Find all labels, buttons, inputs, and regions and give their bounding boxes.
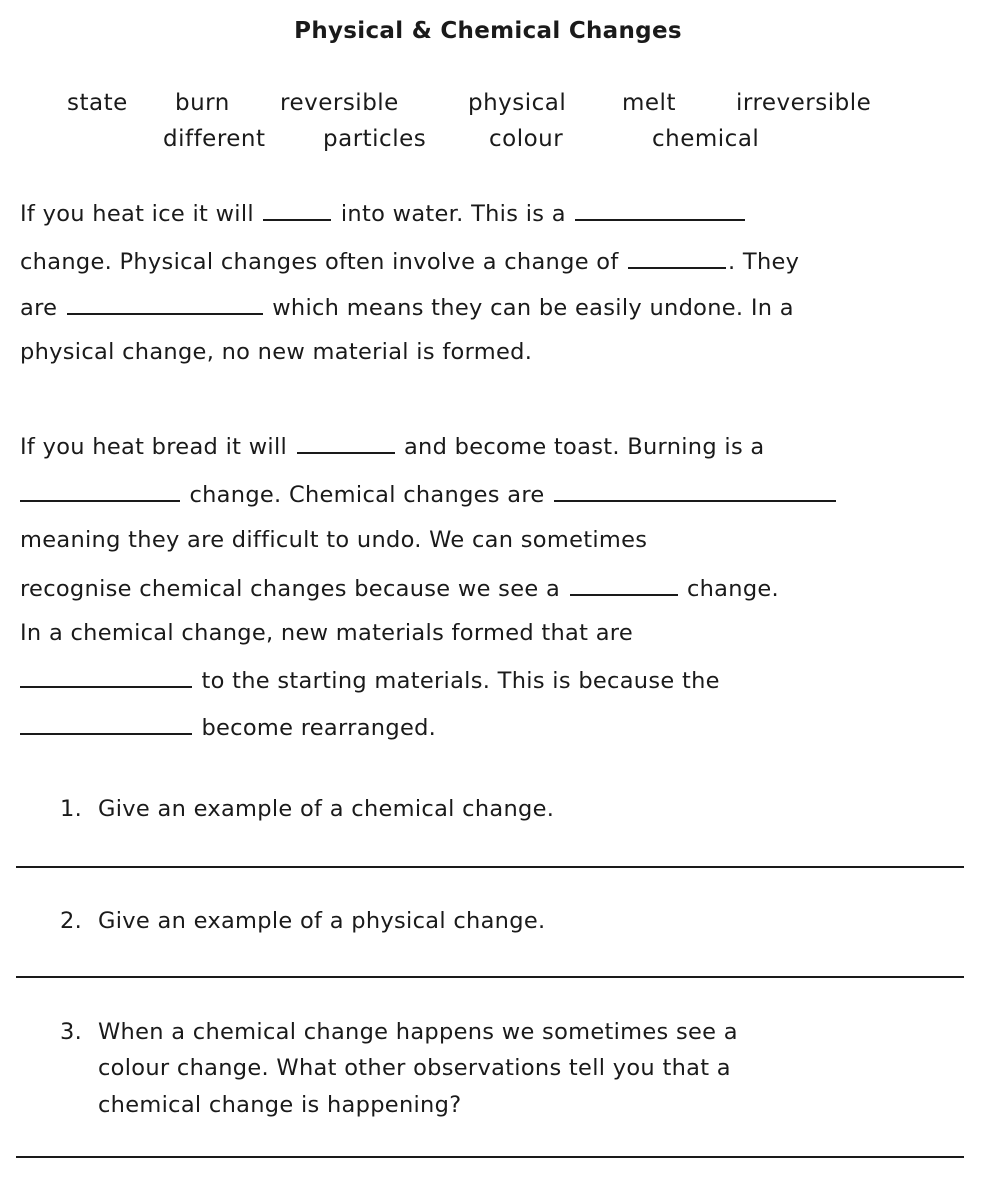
word-bank-item: burn <box>175 90 230 116</box>
text: and become toast. Burning is a <box>403 434 765 460</box>
fill-blank[interactable] <box>263 199 331 221</box>
question-number: 1. <box>60 796 83 822</box>
fill-blank[interactable] <box>20 666 192 688</box>
page-title: Physical & Chemical Changes <box>294 18 682 44</box>
answer-line-2[interactable] <box>16 976 964 978</box>
paragraph-2-line-7 <box>20 713 436 741</box>
word-bank-item: chemical <box>652 126 760 152</box>
word-bank-item: state <box>67 90 128 116</box>
fill-blank[interactable] <box>628 247 726 269</box>
text: recognise chemical changes because we see a <box>20 576 561 602</box>
paragraph-2-line-6 <box>20 666 720 694</box>
question-3-line-2: colour change. What other observations tell you that a <box>98 1055 731 1081</box>
word-bank-item: particles <box>323 126 427 152</box>
paragraph-1-line-4: physical change, no new material is formed. <box>20 339 533 365</box>
paragraph-1-line-1 <box>20 199 747 227</box>
text: . They <box>728 249 800 275</box>
answer-line-1[interactable] <box>16 866 964 868</box>
paragraph-1-line-3 <box>20 293 794 321</box>
fill-blank[interactable] <box>20 480 180 502</box>
paragraph-2-line-4 <box>20 574 779 602</box>
question-text: Give an example of a physical change. <box>98 908 546 934</box>
word-bank-item: different <box>163 126 266 152</box>
text: change. Physical changes often involve a change of <box>20 249 619 275</box>
question-2 <box>60 908 545 934</box>
text: If you heat bread it will <box>20 434 288 460</box>
word-bank-item: physical <box>468 90 567 116</box>
question-text: When a chemical change happens we sometimes see a <box>98 1019 738 1045</box>
paragraph-2-line-3: meaning they are difficult to undo. We can sometimes <box>20 527 648 553</box>
text: change. <box>686 576 780 602</box>
text: which means they can be easily undone. In a <box>272 295 794 321</box>
answer-line-3[interactable] <box>16 1156 964 1158</box>
word-bank-item: reversible <box>280 90 399 116</box>
text: to the starting materials. This is because the <box>201 668 720 694</box>
question-text: Give an example of a chemical change. <box>98 796 555 822</box>
question-number: 2. <box>60 908 83 934</box>
paragraph-2-line-2 <box>20 480 838 508</box>
text: become rearranged. <box>201 715 437 741</box>
question-3-line-3: chemical change is happening? <box>98 1092 462 1118</box>
fill-blank[interactable] <box>575 199 745 221</box>
word-bank-item: irreversible <box>736 90 872 116</box>
text: are <box>20 295 58 321</box>
text: change. Chemical changes are <box>189 482 545 508</box>
question-3 <box>60 1019 738 1045</box>
fill-blank[interactable] <box>20 713 192 735</box>
text: into water. This is a <box>340 201 566 227</box>
paragraph-2-line-5: In a chemical change, new materials formed that are <box>20 620 634 646</box>
text: If you heat ice it will <box>20 201 254 227</box>
fill-blank[interactable] <box>297 432 395 454</box>
word-bank-item: colour <box>489 126 564 152</box>
fill-blank[interactable] <box>570 574 678 596</box>
fill-blank[interactable] <box>67 293 263 315</box>
paragraph-1-line-2 <box>20 247 799 275</box>
question-1 <box>60 796 554 822</box>
word-bank-item: melt <box>622 90 676 116</box>
paragraph-2-line-1 <box>20 432 765 460</box>
fill-blank[interactable] <box>554 480 836 502</box>
question-number: 3. <box>60 1019 83 1045</box>
